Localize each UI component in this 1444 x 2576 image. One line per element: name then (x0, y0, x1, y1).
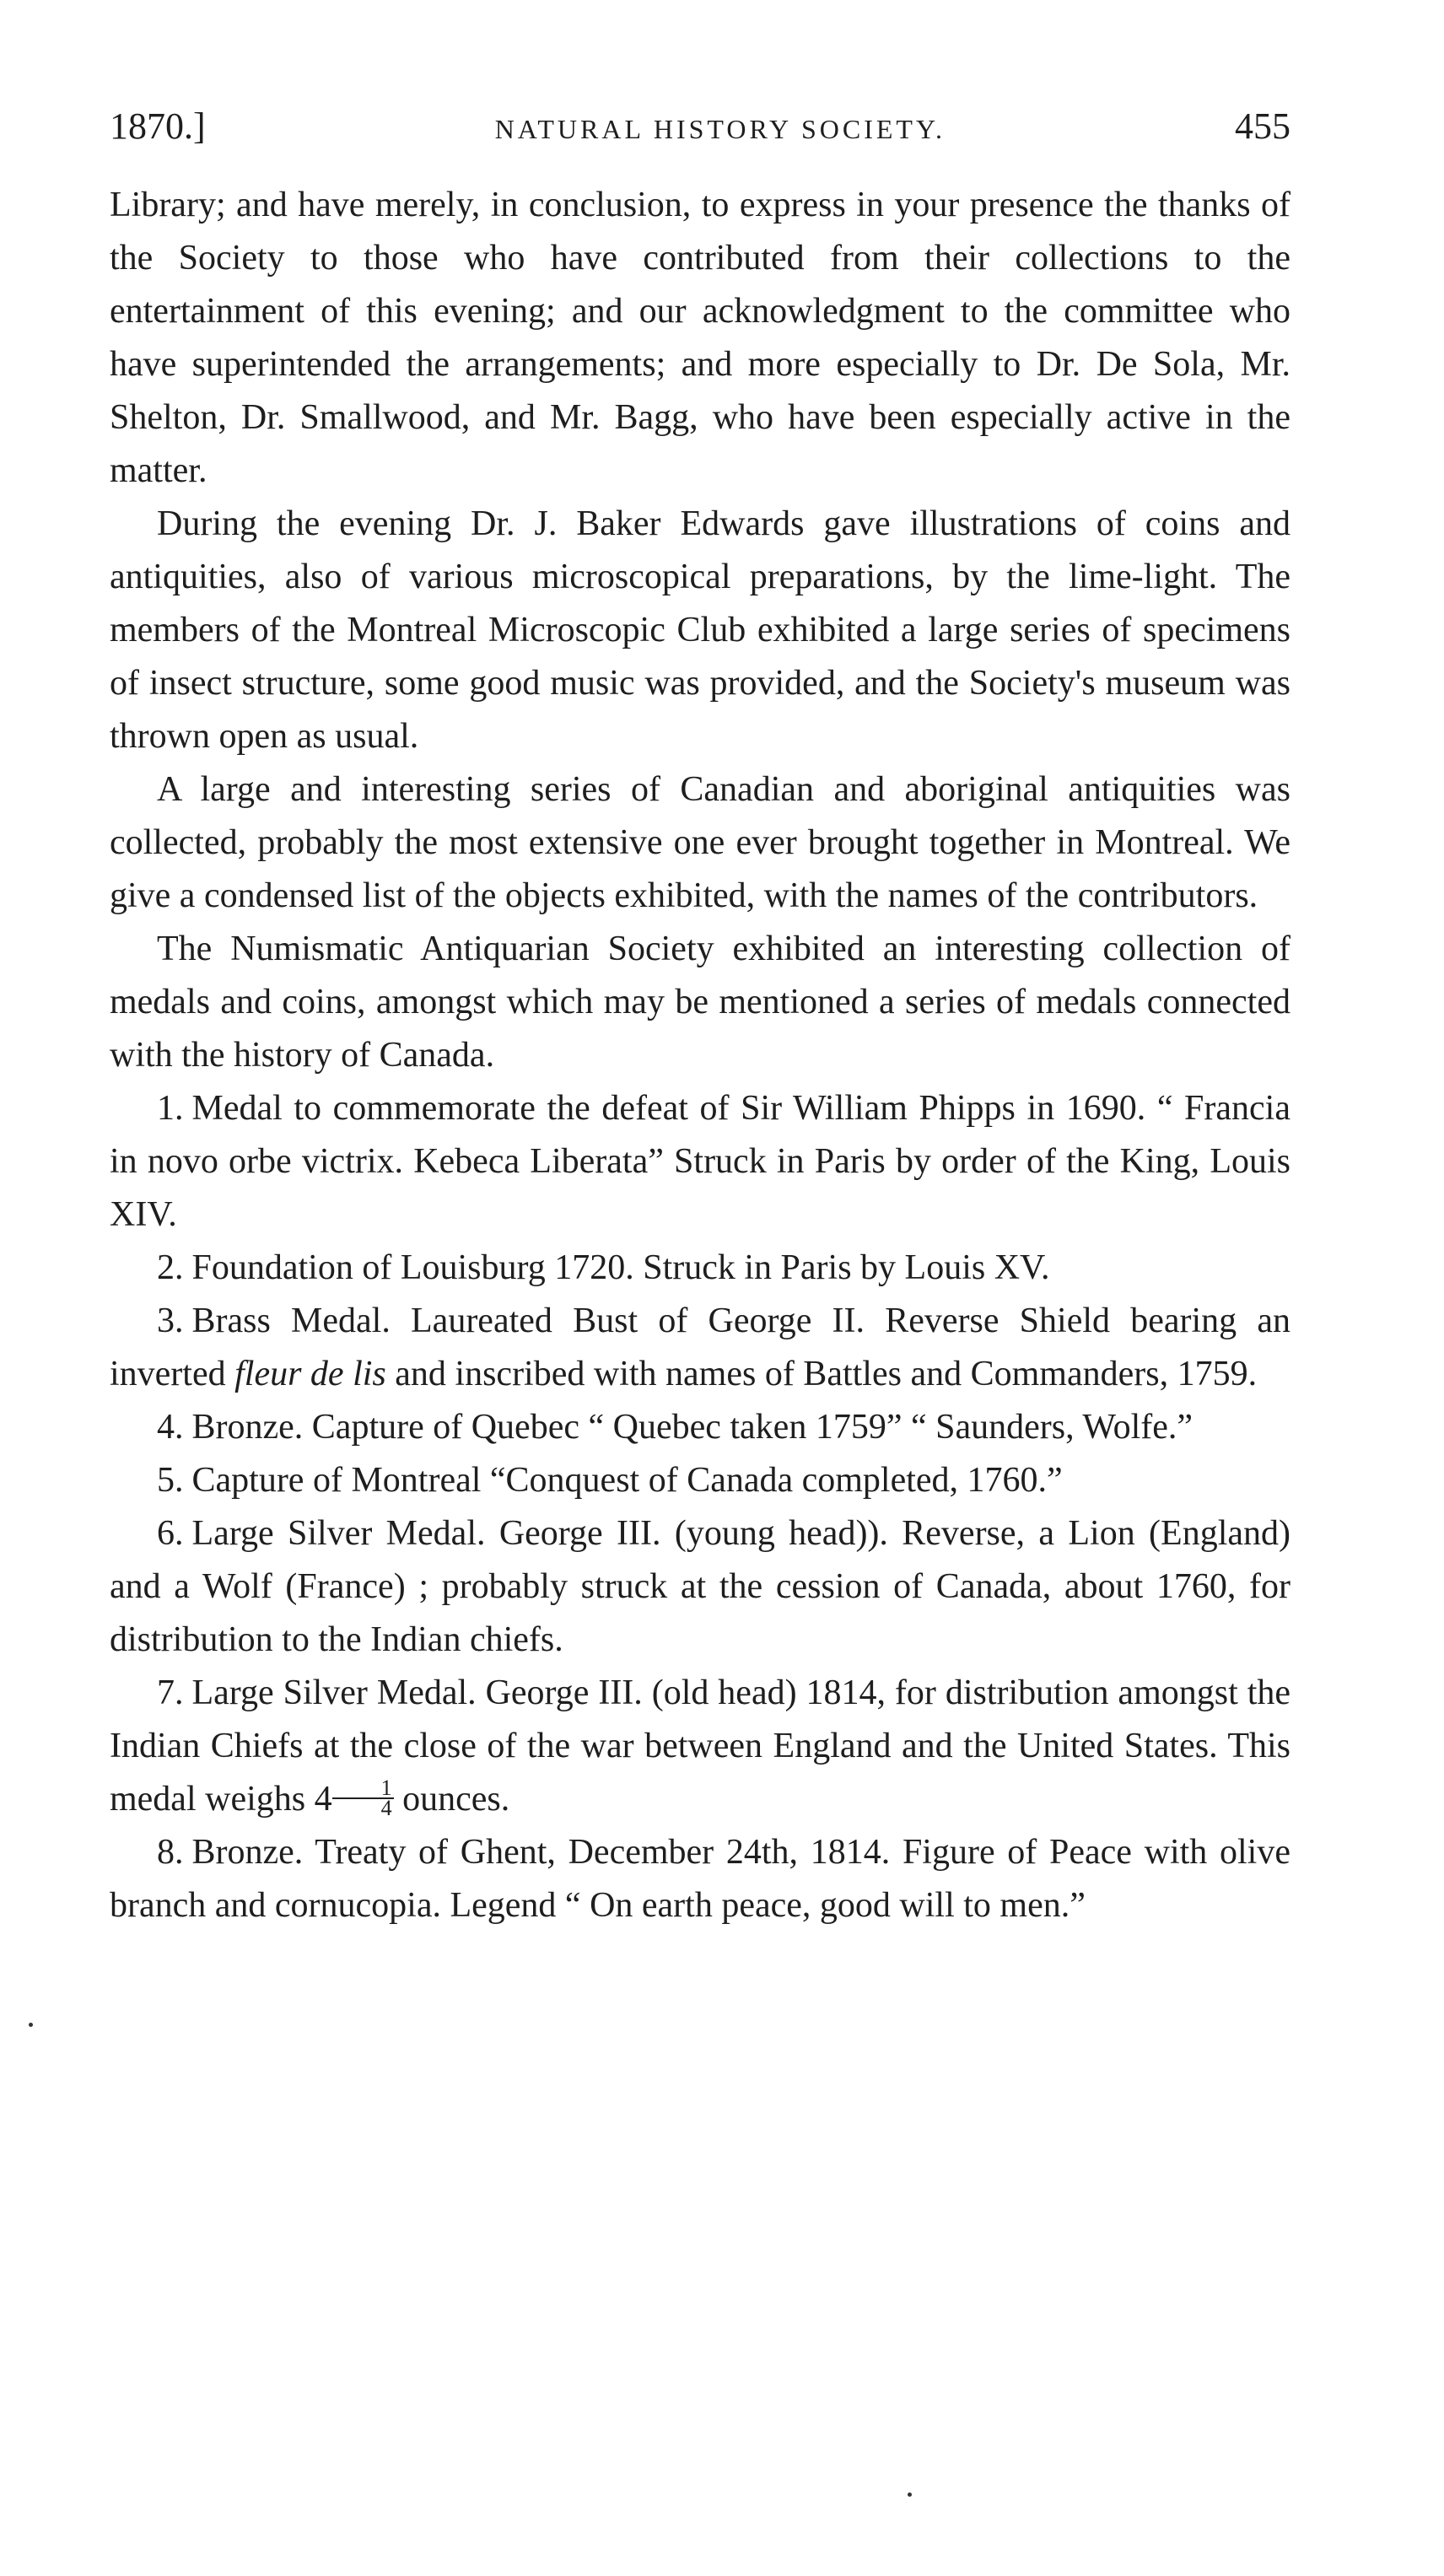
list-item-7 (110, 1667, 1290, 1826)
item-number: 7. (157, 1673, 184, 1712)
paragraph-numismatic: The Numismatic Antiquarian Society exhibited an interesting collection of medals and coins, amongst which may be mentioned a series of medals connected with the history of Canada. (110, 930, 1290, 1075)
list-item-6 (110, 1507, 1290, 1667)
fraction-numerator: 1 (332, 1779, 394, 1799)
page-number: 455 (1234, 105, 1290, 147)
paragraph-antiquities: A large and interesting series of Canadian and aboriginal antiquities was collected, probably the most extensive one ever brought together in Montreal. We give a condensed list of the objects exhibited, with the names of the contributors. (110, 770, 1290, 915)
item-text-continued: and inscribed with names of Battles and Commanders, 1759. (395, 1355, 1258, 1393)
item-text: Large Silver Medal. George III. (old head) 1814, for distribution amongst the Indian Chiefs at the close of the war between England and the United States. This medal weighs 4 (110, 1673, 1290, 1819)
list-item-1 (110, 1082, 1290, 1242)
item-number: 1. (157, 1089, 184, 1128)
item-text: Bronze. Treaty of Ghent, December 24th, 1814. Figure of Peace with olive branch and cornucopia. Legend “ On earth peace, good will to men.” (110, 1833, 1290, 1925)
item-italic-text: fleur de lis (234, 1355, 386, 1393)
fraction (332, 1776, 394, 1820)
paragraph-evening: During the evening Dr. J. Baker Edwards gave illustrations of coins and antiquities, also of various microscopical preparations, by the lime-light. The members of the Montreal Microscopic Club exhibited a large series of specimens of insect structure, some good music was provided, and the Society's museum was thrown open as usual. (110, 504, 1290, 756)
item-number: 3. (157, 1301, 184, 1340)
item-text: Foundation of Louisburg 1720. Struck in Paris by Louis XV. (191, 1248, 1050, 1287)
paragraph-library: Library; and have merely, in conclusion, to express in your presence the thanks of the Society to those who have contributed from their collections to the entertainment of this evening; and our acknowledgment to the committee who have superintended the arrangements; and more especially to Dr. De Sola, Mr. Shelton, Dr. Smallwood, and Mr. Bagg, who have been especially active in the matter. (110, 186, 1290, 490)
item-text: Brass Medal. Laureated Bust of George II. Reverse Shield bearing an inverted (110, 1301, 1290, 1393)
item-number: 8. (157, 1833, 184, 1872)
paper-speck (908, 2492, 912, 2497)
body-text (110, 179, 1290, 1932)
list-item-4 (110, 1401, 1290, 1454)
item-number: 4. (157, 1408, 184, 1447)
item-text: Medal to commemorate the defeat of Sir William Phipps in 1690. “ Francia in novo orbe victrix. Kebeca Liberata” Struck in Paris by order of the King, Louis XIV. (110, 1089, 1290, 1234)
list-item-2 (110, 1242, 1290, 1295)
header-year: 1870.] (110, 105, 206, 147)
list-item-3 (110, 1295, 1290, 1401)
item-text: Large Silver Medal. George III. (young head)). Reverse, a Lion (England) and a Wolf (France) ; probably struck at the cession of Canada, about 1760, for distribution to the Indian chiefs. (110, 1514, 1290, 1659)
list-item-5 (110, 1454, 1290, 1507)
item-text: Bronze. Capture of Quebec “ Quebec taken 1759” “ Saunders, Wolfe.” (191, 1408, 1193, 1447)
list-item-8 (110, 1826, 1290, 1932)
item-number: 6. (157, 1514, 184, 1553)
item-text: Capture of Montreal “Conquest of Canada completed, 1760.” (191, 1461, 1063, 1500)
item-number: 2. (157, 1248, 184, 1287)
item-number: 5. (157, 1461, 184, 1500)
header-title: NATURAL HISTORY SOCIETY. (494, 114, 946, 144)
paper-speck (29, 2023, 33, 2027)
fraction-denominator: 4 (380, 1796, 392, 1820)
item-text-continued: ounces. (402, 1780, 510, 1819)
page (110, 101, 1290, 1932)
running-head (110, 101, 1290, 179)
